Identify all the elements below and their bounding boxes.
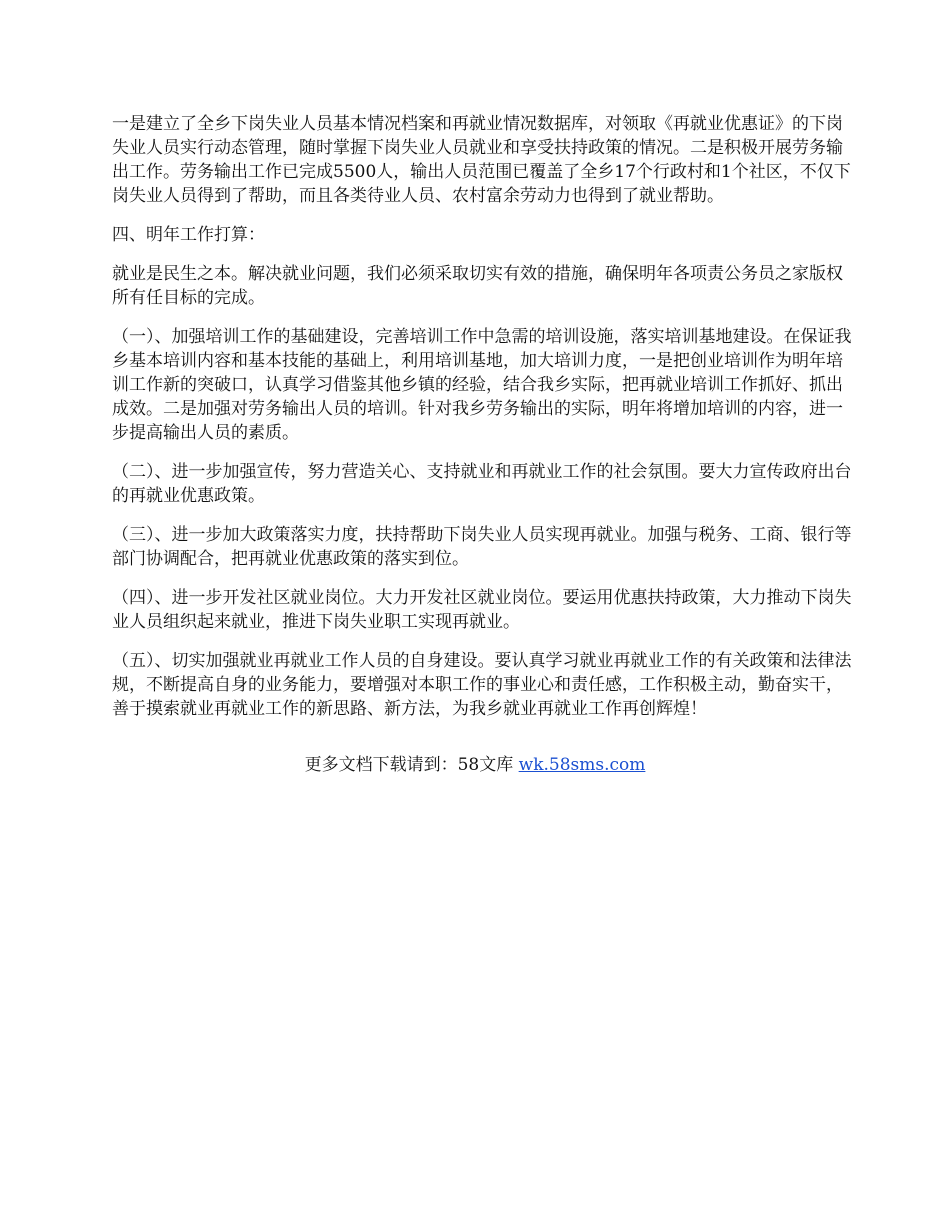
- section-heading-next-year-plan: 四、明年工作打算：: [112, 225, 265, 245]
- download-footer: [0, 753, 950, 777]
- paragraph-item-5-staff-building: （五）、切实加强就业再就业工作人员的自身建设。要认真学习就业再就业工作的有关政策和法律法规，不断提高自身的业务能力，要增强对本职工作的事业心和责任感，工作积极主动，勤奋实干，善于摸索就业再就业工作的新思路、新方法，为我乡就业再就业工作再创辉煌！: [112, 651, 852, 719]
- footer-download-link[interactable]: wk.58sms.com: [518, 755, 646, 775]
- document-body: [112, 112, 852, 736]
- paragraph-item-2-publicity: （二）、进一步加强宣传，努力营造关心、支持就业和再就业工作的社会氛围。要大力宣传政府出台的再就业优惠政策。: [112, 462, 852, 506]
- paragraph-archive-and-labor-export: 一是建立了全乡下岗失业人员基本情况档案和再就业情况数据库，对领取《再就业优惠证》的下岗失业人员实行动态管理，随时掌握下岗失业人员就业和享受扶持政策的情况。二是积极开展劳务输出工作。劳务输出工作已完成5500人，输出人员范围已覆盖了全乡17个行政村和1个社区，不仅下岗失业人员得到了帮助，而且各类待业人员、农村富余劳动力也得到了就业帮助。: [112, 114, 851, 206]
- paragraph-item-4-community-jobs: （四）、进一步开发社区就业岗位。大力开发社区就业岗位。要运用优惠扶持政策，大力推动下岗失业人员组织起来就业，推进下岗失业职工实现再就业。: [112, 588, 852, 632]
- footer-prefix-text: 更多文档下载请到：58文库: [304, 755, 519, 775]
- paragraph-employment-foundation: 就业是民生之本。解决就业问题，我们必须采取切实有效的措施，确保明年各项责公务员之家版权所有任目标的完成。: [112, 264, 843, 308]
- paragraph-item-1-training: （一）、加强培训工作的基础建设，完善培训工作中急需的培训设施，落实培训基地建设。在保证我乡基本培训内容和基本技能的基础上，利用培训基地，加大培训力度，一是把创业培训作为明年培训工作新的突破口，认真学习借鉴其他乡镇的经验，结合我乡实际，把再就业培训工作抓好、抓出成效。二是加强对劳务输出人员的培训。针对我乡劳务输出的实际，明年将增加培训的内容，进一步提高输出人员的素质。: [112, 327, 852, 443]
- paragraph-item-3-policy: （三）、进一步加大政策落实力度，扶持帮助下岗失业人员实现再就业。加强与税务、工商、银行等部门协调配合，把再就业优惠政策的落实到位。: [112, 525, 852, 569]
